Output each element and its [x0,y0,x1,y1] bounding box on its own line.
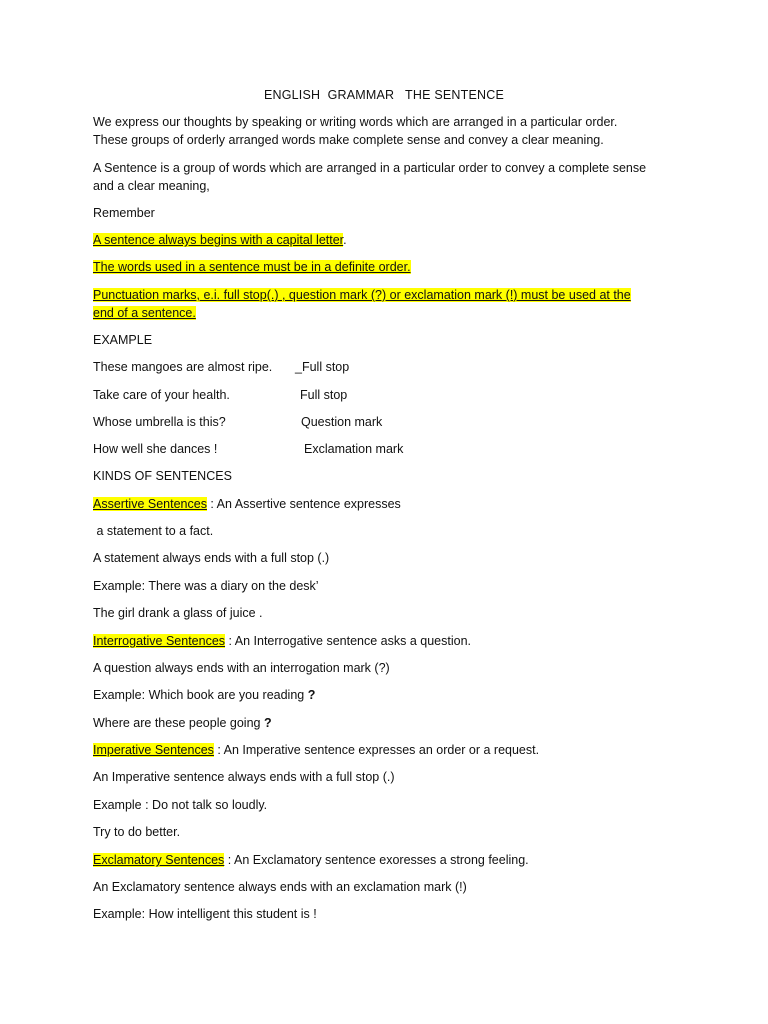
exclamatory-term: Exclamatory Sentences [93,853,225,867]
rule-1 [93,231,347,249]
assertive-rest: : An Assertive sentence expresses [206,497,401,511]
imperative-line-4: Try to do better. [93,825,181,839]
interrogative-line-3 [93,686,315,704]
interrogative-rest: : An Interrogative sentence asks a question. [225,634,472,648]
imperative-line-2: An Imperative sentence always ends with a full stop (.) [93,770,395,784]
interrogative-line-3-text: Example: Which book are you reading [93,688,308,702]
rule-2 [93,258,411,276]
imperative-term: Imperative Sentences [93,743,214,757]
rule-3-line-2 [93,304,196,322]
intro-line-1: We express our thoughts by speaking or writing words which are arranged in a particular order. [93,115,618,129]
rule-1-suffix: . [343,233,347,247]
definition-line-2: and a clear meaning, [93,179,210,193]
document-title: ENGLISH GRAMMAR THE SENTENCE [263,88,505,102]
assertive-heading [93,495,401,513]
rule-1-highlight: A sentence always begins with a capital letter [93,233,344,247]
rule-3-line-1 [93,286,631,304]
imperative-heading [93,741,539,759]
exclamatory-line-3: Example: How intelligent this student is ! [93,907,317,921]
interrogative-line-3-mark: ? [307,688,316,702]
intro-line-2: These groups of orderly arranged words make complete sense and convey a clear meaning. [93,133,604,147]
example-label: EXAMPLE [93,333,153,347]
assertive-line-4: Example: There was a diary on the desk’ [93,579,319,593]
interrogative-heading [93,632,471,650]
interrogative-term: Interrogative Sentences [93,634,226,648]
example-sentence-1: These mangoes are almost ripe. [93,360,273,374]
rule-3-highlight-2: end of a sentence. [93,306,196,320]
interrogative-line-4-text: Where are these people going [93,716,264,730]
imperative-rest: : An Imperative sentence expresses an order or a request. [213,743,540,757]
rule-2-highlight: The words used in a sentence must be in a definite order. [93,260,411,274]
interrogative-line-2: A question always ends with an interrogation mark (?) [93,661,390,675]
imperative-line-3: Example : Do not talk so loudly. [93,798,268,812]
assertive-line-5: The girl drank a glass of juice . [93,606,263,620]
example-mark-2: Full stop [300,388,348,402]
example-sentence-2: Take care of your health. [93,388,230,402]
kinds-label: KINDS OF SENTENCES [93,469,232,483]
example-mark-4: Exclamation mark [304,442,404,456]
assertive-term: Assertive Sentences [93,497,207,511]
definition-line-1: A Sentence is a group of words which are arranged in a particular order to convey a complete sense [93,161,647,175]
exclamatory-line-2: An Exclamatory sentence always ends with an exclamation mark (!) [93,880,467,894]
example-mark-1: _Full stop [295,360,350,374]
interrogative-line-4 [93,714,272,732]
example-sentence-4: How well she dances ! [93,442,218,456]
exclamatory-heading [93,851,529,869]
remember-label: Remember [93,206,155,220]
example-sentence-3: Whose umbrella is this? [93,415,226,429]
interrogative-line-4-mark: ? [263,716,272,730]
assertive-line-3: A statement always ends with a full stop (.) [93,551,330,565]
rule-3-highlight-1: Punctuation marks, e.i. full stop(.) , question mark (?) or exclamation mark (!) must be used at the [93,288,631,302]
exclamatory-rest: : An Exclamatory sentence exoresses a strong feeling. [224,853,529,867]
example-mark-3: Question mark [301,415,383,429]
assertive-line-2: a statement to a fact. [93,524,214,538]
